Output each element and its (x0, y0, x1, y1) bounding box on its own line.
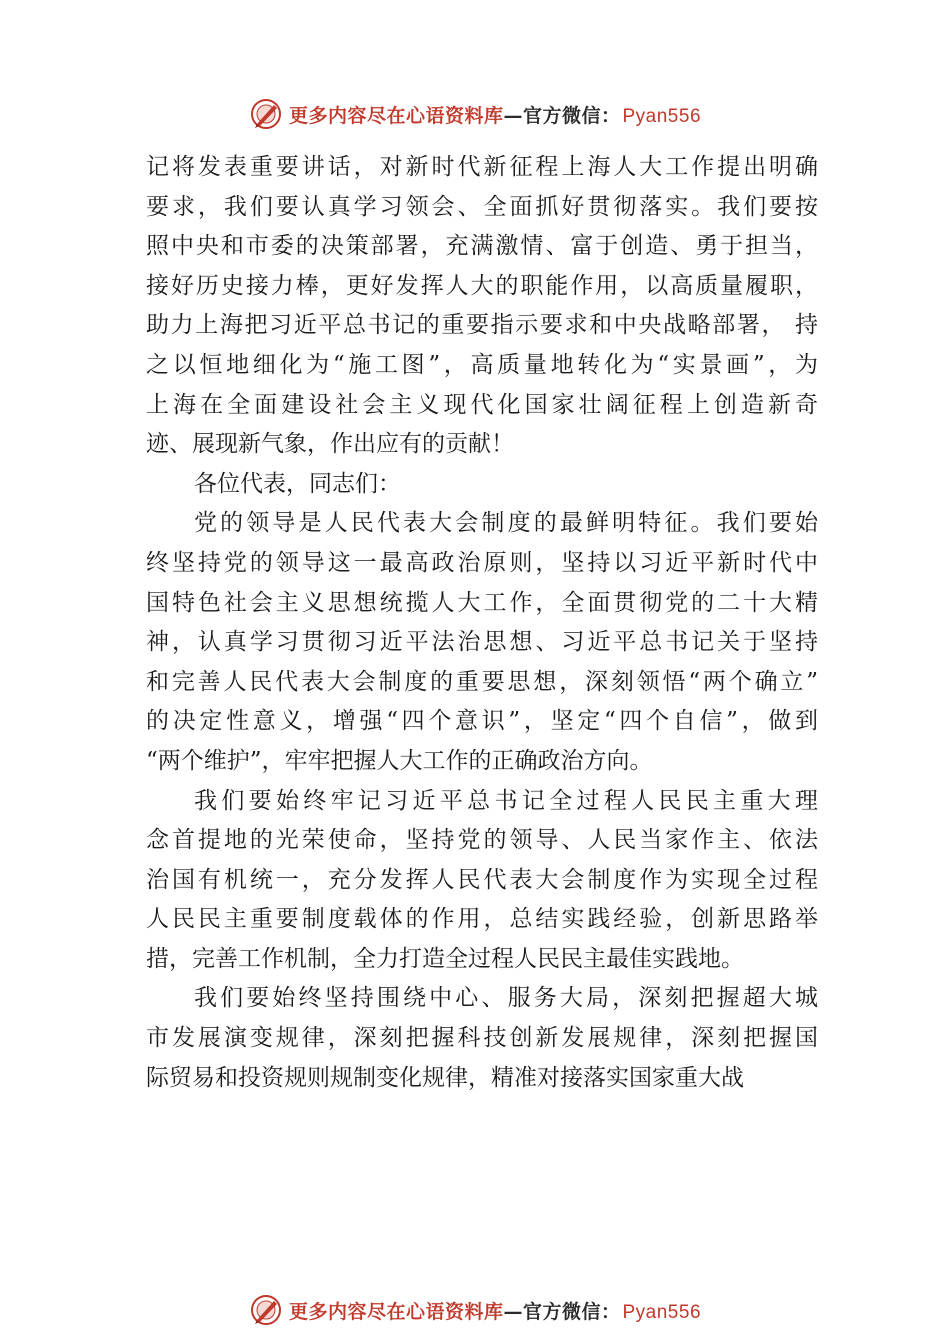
text-line: 神，认真学习贯彻习近平法治思想、习近平总书记关于坚持 (146, 629, 818, 656)
text-line: 念首提地的光荣使命，坚持党的领导、人民当家作主、依法 (146, 827, 818, 854)
banner-main-text: 更多内容尽在心语资料库 (288, 1300, 504, 1323)
salutation-line: 各位代表，同志们： (194, 470, 401, 497)
text-line: 国特色社会主义思想统揽人大工作，全面贯彻党的二十大精 (146, 589, 818, 616)
footer-banner (0, 1290, 950, 1330)
text-line: 照中央和市委的决策部署，充满激情、富于创造、勇于担当， (146, 233, 818, 260)
text-line: “两个维护”，牢牢把握人大工作的正确政治方向。 (146, 747, 653, 774)
text-line: 接好历史接力棒，更好发挥人大的职能作用，以高质量履职， (146, 272, 818, 299)
banner-wechat-id: Pyan556 (622, 1301, 702, 1323)
text-line: 我们要始终坚持围绕中心、服务大局，深刻把握超大城 (194, 985, 818, 1012)
banner-official-text: 官方微信： (522, 1300, 621, 1323)
text-line: 迹、展现新气象，作出应有的贡献！ (146, 431, 514, 458)
banner-dash: — (503, 1300, 523, 1323)
text-line: 措，完善工作机制，全力打造全过程人民民主最佳实践地。 (146, 945, 744, 972)
banner-wechat-id: Pyan556 (622, 105, 702, 127)
text-line: 我们要始终牢记习近平总书记全过程人民民主重大理 (194, 787, 818, 814)
text-line: 人民民主重要制度载体的作用，总结实践经验，创新思路举 (146, 906, 818, 933)
text-line: 党的领导是人民代表大会制度的最鲜明特征。我们要始 (194, 510, 818, 537)
text-line: 要求，我们要认真学习领会、全面抓好贯彻落实。我们要按 (146, 193, 818, 220)
text-line: 的决定性意义，增强“四个意识”，坚定“四个自信”，做到 (146, 708, 818, 735)
banner-official-text: 官方微信： (522, 104, 621, 127)
text-line: 治国有机统一，充分发挥人民代表大会制度作为实现全过程 (146, 866, 818, 893)
banner-main-text: 更多内容尽在心语资料库 (288, 104, 504, 127)
document-body (146, 148, 818, 1098)
text-line: 之以恒地细化为“施工图”，高质量地转化为“实景画”，为 (146, 351, 818, 378)
text-line: 和完善人民代表大会制度的重要思想，深刻领悟“两个确立” (146, 668, 818, 695)
text-line: 上海在全面建设社会主义现代化国家壮阔征程上创造新奇 (146, 391, 818, 418)
header-banner (0, 94, 950, 134)
text-line: 市发展演变规律，深刻把握科技创新发展规律，深刻把握国 (146, 1025, 818, 1052)
pen-seal-icon (249, 1293, 283, 1327)
banner-text (289, 101, 701, 128)
text-line: 际贸易和投资规则规制变化规律，精准对接落实国家重大战 (146, 1064, 744, 1091)
text-line: 记将发表重要讲话，对新时代新征程上海人大工作提出明确 (146, 154, 818, 180)
text-line: 助力上海把习近平总书记的重要指示要求和中央战略部署， 持 (146, 312, 818, 339)
text-line: 终坚持党的领导这一最高政治原则，坚持以习近平新时代中 (146, 549, 818, 576)
banner-dash: — (503, 104, 523, 127)
pen-seal-icon (249, 97, 283, 131)
banner-text (289, 1297, 701, 1324)
